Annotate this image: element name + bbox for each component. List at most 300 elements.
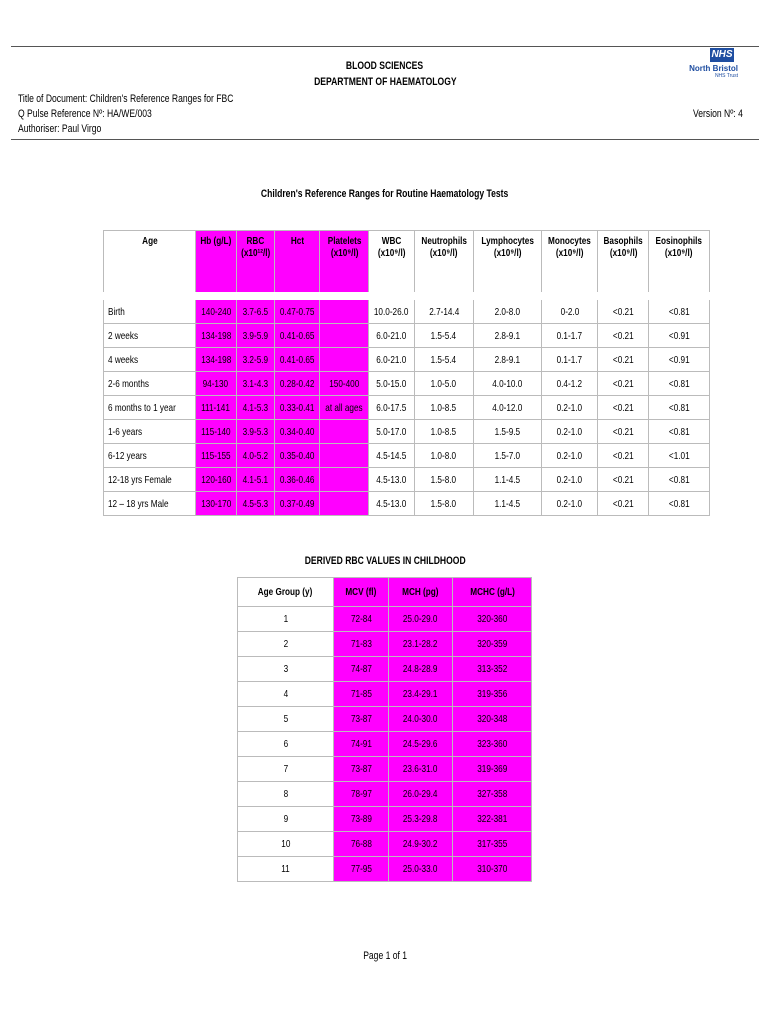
cell-text: 1.5-9.5 — [494, 425, 521, 438]
cell-text: 319-356 — [477, 688, 508, 700]
cell-text: 1-6 years — [108, 425, 143, 438]
cell-text: 25.3-29.8 — [403, 813, 438, 825]
value-cell — [473, 420, 541, 444]
value-cell — [274, 348, 319, 372]
value-cell — [333, 757, 388, 782]
cell-text: 0.2-1.0 — [556, 473, 583, 486]
cell-text: 150-400 — [329, 377, 360, 390]
cell-text: 1.5-8.0 — [431, 497, 457, 510]
value-cell — [195, 468, 236, 492]
value-cell — [453, 857, 532, 882]
cell-text: 111-141 — [201, 401, 231, 414]
cell-text: <0.81 — [668, 425, 690, 438]
cell-text: <1.01 — [668, 449, 690, 462]
table-row — [238, 832, 532, 857]
value-cell — [236, 468, 274, 492]
cell-text: 0.2-1.0 — [556, 401, 583, 414]
page-number: Page 1 of 1 — [363, 950, 407, 962]
value-cell — [333, 857, 388, 882]
version-number: Version Nº: 4 — [693, 108, 743, 120]
cell-text: 320-360 — [477, 613, 508, 625]
value-cell — [598, 468, 649, 492]
cell-text: 2 — [283, 638, 288, 650]
value-cell — [388, 857, 452, 882]
value-cell — [598, 324, 649, 348]
value-cell — [369, 348, 414, 372]
value-cell — [333, 807, 388, 832]
value-cell — [195, 396, 236, 420]
value-cell — [369, 296, 414, 324]
value-cell — [333, 782, 388, 807]
cell-text: 319-369 — [477, 763, 508, 775]
table1-header-label: Lymphocytes — [481, 235, 534, 247]
value-cell — [333, 707, 388, 732]
value-cell — [414, 468, 473, 492]
value-cell — [333, 607, 388, 632]
table2-body — [238, 607, 532, 882]
cell-text: 3.7-6.5 — [242, 305, 269, 318]
authoriser: Authoriser: Paul Virgo — [18, 123, 102, 135]
cell-text: 4.5-14.5 — [376, 449, 407, 462]
cell-text: 4.1-5.1 — [242, 473, 269, 486]
age-group-cell — [238, 632, 334, 657]
cell-text: 10 — [280, 838, 291, 850]
value-cell — [195, 348, 236, 372]
cell-text: 25.0-29.0 — [403, 613, 438, 625]
cell-text: 2-6 months — [108, 377, 149, 390]
value-cell — [320, 396, 369, 420]
value-cell — [320, 296, 369, 324]
table2-header-label: MCHC (g/L) — [469, 586, 515, 598]
value-cell — [453, 707, 532, 732]
cell-text: 72-84 — [350, 613, 372, 625]
cell-text: 8 — [283, 788, 288, 800]
value-cell — [598, 396, 649, 420]
table-row — [238, 657, 532, 682]
value-cell — [333, 682, 388, 707]
cell-text: 134-198 — [200, 353, 231, 366]
age-group-cell — [238, 832, 334, 857]
value-cell — [274, 372, 319, 396]
cell-text: <0.21 — [612, 305, 634, 318]
value-cell — [388, 807, 452, 832]
value-cell — [388, 732, 452, 757]
cell-text: 0.2-1.0 — [556, 425, 583, 438]
cell-text: 0.4-1.2 — [556, 377, 583, 390]
cell-text: 6.0-21.0 — [376, 329, 407, 342]
value-cell — [195, 372, 236, 396]
cell-text: <0.21 — [612, 377, 634, 390]
value-cell — [598, 492, 649, 516]
value-cell — [388, 682, 452, 707]
cell-text: 7 — [283, 763, 288, 775]
cell-text: at all ages — [325, 401, 363, 414]
cell-text: 74-91 — [350, 738, 372, 750]
value-cell — [320, 468, 369, 492]
value-cell — [388, 607, 452, 632]
cell-text: 4.0-10.0 — [492, 377, 523, 390]
cell-text: 71-83 — [350, 638, 372, 650]
org-line-1: BLOOD SCIENCES — [346, 60, 424, 72]
cell-text: Birth — [108, 305, 125, 318]
value-cell — [369, 324, 414, 348]
age-cell — [104, 372, 196, 396]
cell-text: 4.5-13.0 — [376, 497, 407, 510]
cell-text: 313-352 — [477, 663, 508, 675]
cell-text: 12-18 yrs Female — [108, 473, 172, 486]
cell-text: 323-360 — [477, 738, 508, 750]
value-cell — [414, 324, 473, 348]
table1-header-label: WBC — [381, 235, 402, 247]
value-cell — [195, 492, 236, 516]
table-row — [238, 732, 532, 757]
cell-text: 0.1-1.7 — [556, 329, 583, 342]
cell-text: 3 — [283, 663, 288, 675]
table1-header-label: Monocytes — [548, 235, 592, 247]
age-cell — [104, 492, 196, 516]
value-cell — [369, 492, 414, 516]
cell-text: 322-381 — [477, 813, 508, 825]
table2-header-cell — [333, 578, 388, 607]
cell-text: 76-88 — [350, 838, 372, 850]
cell-text: 3.2-5.9 — [242, 353, 269, 366]
table1-header-cell — [473, 231, 541, 297]
value-cell — [649, 492, 710, 516]
cell-text: <0.21 — [612, 473, 634, 486]
cell-text: 1 — [283, 613, 288, 625]
cell-text: 0.1-1.7 — [556, 353, 583, 366]
table2-header-cell — [238, 578, 334, 607]
value-cell — [388, 707, 452, 732]
table-row — [238, 632, 532, 657]
cell-text: 4 weeks — [108, 353, 139, 366]
value-cell — [236, 396, 274, 420]
value-cell — [333, 732, 388, 757]
value-cell — [236, 296, 274, 324]
cell-text: 24.8-28.9 — [403, 663, 438, 675]
cell-text: 78-97 — [350, 788, 372, 800]
value-cell — [320, 492, 369, 516]
value-cell — [195, 444, 236, 468]
cell-text: 4.0-12.0 — [492, 401, 523, 414]
age-group-cell — [238, 657, 334, 682]
table2-header-row — [238, 578, 532, 607]
table1-header-unit: (x10⁹/l) — [609, 247, 637, 259]
value-cell — [195, 296, 236, 324]
age-group-cell — [238, 807, 334, 832]
value-cell — [414, 348, 473, 372]
cell-text: 0.2-1.0 — [556, 449, 583, 462]
table-row — [104, 492, 710, 516]
cell-text: <0.21 — [612, 497, 634, 510]
age-cell — [104, 348, 196, 372]
cell-text: 3.9-5.3 — [242, 425, 269, 438]
value-cell — [453, 657, 532, 682]
value-cell — [414, 296, 473, 324]
cell-text: 0.28-0.42 — [279, 377, 315, 390]
value-cell — [274, 324, 319, 348]
cell-text: 77-95 — [350, 863, 372, 875]
value-cell — [453, 732, 532, 757]
cell-text: 25.0-33.0 — [403, 863, 438, 875]
cell-text: 74-87 — [350, 663, 372, 675]
table1-header-cell — [320, 231, 369, 297]
value-cell — [542, 492, 598, 516]
value-cell — [414, 372, 473, 396]
cell-text: 0.33-0.41 — [279, 401, 315, 414]
table1-caption: Children's Reference Ranges for Routine Haematology Tests — [261, 188, 509, 200]
cell-text: <0.81 — [668, 473, 690, 486]
cell-text: 0.2-1.0 — [556, 497, 583, 510]
value-cell — [542, 396, 598, 420]
cell-text: 5 — [283, 713, 288, 725]
cell-text: 140-240 — [200, 305, 231, 318]
table1-header-unit: (x10⁹/l) — [377, 247, 406, 259]
value-cell — [649, 372, 710, 396]
value-cell — [236, 492, 274, 516]
value-cell — [453, 757, 532, 782]
table-row — [104, 296, 710, 324]
cell-text: 2.8-9.1 — [494, 329, 521, 342]
value-cell — [473, 444, 541, 468]
value-cell — [473, 372, 541, 396]
table2-header-label: MCV (fl) — [345, 586, 377, 598]
value-cell — [473, 348, 541, 372]
age-group-cell — [238, 607, 334, 632]
value-cell — [598, 348, 649, 372]
cell-text: 9 — [283, 813, 288, 825]
table1-header-unit: (x10¹²/l) — [240, 247, 270, 259]
table1-header-cell — [274, 231, 319, 297]
value-cell — [542, 444, 598, 468]
cell-text: 1.0-8.5 — [431, 425, 457, 438]
cell-text: <0.21 — [612, 449, 634, 462]
cell-text: <0.21 — [612, 401, 634, 414]
value-cell — [542, 372, 598, 396]
cell-text: 130-170 — [200, 497, 231, 510]
table1-header-unit: (x10⁹/l) — [665, 247, 693, 259]
table1-header-label: Basophils — [603, 235, 643, 247]
cell-text: 0.37-0.49 — [279, 497, 315, 510]
value-cell — [274, 420, 319, 444]
age-cell — [104, 444, 196, 468]
table-row — [238, 782, 532, 807]
table-row — [104, 324, 710, 348]
cell-text: <0.91 — [668, 353, 690, 366]
cell-text: 71-85 — [350, 688, 372, 700]
cell-text: 4.0-5.2 — [242, 449, 269, 462]
table-row — [104, 444, 710, 468]
cell-text: 115-155 — [201, 449, 231, 462]
value-cell — [414, 396, 473, 420]
cell-text: 3.9-5.9 — [242, 329, 269, 342]
table1-header-cell — [104, 231, 196, 297]
value-cell — [369, 420, 414, 444]
age-cell — [104, 296, 196, 324]
qpulse-reference: Q Pulse Reference Nº: HA/WE/003 — [18, 108, 152, 120]
value-cell — [649, 396, 710, 420]
cell-text: 1.5-8.0 — [431, 473, 457, 486]
table1-header-label: Hb (g/L) — [200, 235, 232, 247]
value-cell — [274, 468, 319, 492]
value-cell — [388, 782, 452, 807]
value-cell — [236, 372, 274, 396]
cell-text: 4.5-13.0 — [376, 473, 407, 486]
cell-text: 1.0-8.0 — [431, 449, 457, 462]
cell-text: 0.35-0.40 — [279, 449, 315, 462]
value-cell — [236, 324, 274, 348]
table-row — [238, 757, 532, 782]
value-cell — [320, 420, 369, 444]
value-cell — [542, 468, 598, 492]
table1-header-label: Age — [141, 235, 158, 247]
cell-text: 3.1-4.3 — [242, 377, 269, 390]
org-line-2: DEPARTMENT OF HAEMATOLOGY — [313, 76, 457, 88]
cell-text: 24.9-30.2 — [403, 838, 438, 850]
cell-text: <0.81 — [668, 497, 690, 510]
table1-header-label: Platelets — [327, 235, 362, 247]
value-cell — [369, 468, 414, 492]
table1-header-unit: (x10⁹/l) — [555, 247, 584, 259]
table1-header-cell — [236, 231, 274, 297]
age-cell — [104, 420, 196, 444]
cell-text: 327-358 — [477, 788, 508, 800]
value-cell — [598, 296, 649, 324]
nhs-logo-trust: NHS Trust — [714, 73, 738, 79]
nhs-logo-box: NHS — [711, 49, 733, 60]
cell-text: 6.0-17.5 — [376, 401, 407, 414]
value-cell — [473, 492, 541, 516]
cell-text: 6 — [283, 738, 288, 750]
derived-rbc-table — [237, 577, 532, 882]
document-title: Title of Document: Children's Reference Ranges for FBC — [18, 93, 234, 105]
value-cell — [649, 348, 710, 372]
value-cell — [388, 757, 452, 782]
table1-header-cell — [649, 231, 710, 297]
table1-header-label: Hct — [290, 235, 304, 247]
cell-text: 2.7-14.4 — [428, 305, 459, 318]
cell-text: 1.5-5.4 — [431, 353, 457, 366]
table1-header-unit: (x10⁹/l) — [330, 247, 359, 259]
cell-text: 1.0-5.0 — [431, 377, 457, 390]
value-cell — [598, 372, 649, 396]
table1-header-cell — [369, 231, 414, 297]
cell-text: 6 months to 1 year — [108, 401, 176, 414]
cell-text: 120-160 — [200, 473, 231, 486]
value-cell — [598, 420, 649, 444]
cell-text: 1.1-4.5 — [494, 473, 521, 486]
cell-text: 320-348 — [477, 713, 508, 725]
cell-text: <0.91 — [668, 329, 690, 342]
table-row — [104, 468, 710, 492]
value-cell — [453, 682, 532, 707]
cell-text: 4.1-5.3 — [242, 401, 269, 414]
value-cell — [320, 324, 369, 348]
cell-text: 23.4-29.1 — [403, 688, 438, 700]
table1-header-unit: (x10⁹/l) — [493, 247, 522, 259]
cell-text: 26.0-29.4 — [403, 788, 438, 800]
value-cell — [236, 444, 274, 468]
value-cell — [195, 324, 236, 348]
cell-text: 12 – 18 yrs Male — [108, 497, 169, 510]
cell-text: 1.1-4.5 — [494, 497, 521, 510]
cell-text: <0.21 — [612, 353, 634, 366]
value-cell — [414, 492, 473, 516]
table-row — [104, 348, 710, 372]
table-row — [238, 607, 532, 632]
cell-text: 1.0-8.5 — [431, 401, 457, 414]
value-cell — [320, 372, 369, 396]
table2-header-label: Age Group (y) — [258, 586, 313, 598]
value-cell — [649, 296, 710, 324]
cell-text: 2.8-9.1 — [494, 353, 521, 366]
value-cell — [453, 607, 532, 632]
value-cell — [369, 372, 414, 396]
value-cell — [274, 396, 319, 420]
cell-text: 6-12 years — [108, 449, 147, 462]
value-cell — [473, 296, 541, 324]
table2-header-cell — [453, 578, 532, 607]
table2-header-cell — [388, 578, 452, 607]
cell-text: 0.41-0.65 — [279, 329, 315, 342]
cell-text: 0.34-0.40 — [279, 425, 315, 438]
value-cell — [369, 444, 414, 468]
value-cell — [649, 420, 710, 444]
table1-header-unit: (x10⁹/l) — [429, 247, 458, 259]
value-cell — [333, 657, 388, 682]
cell-text: 115-140 — [201, 425, 231, 438]
value-cell — [542, 348, 598, 372]
cell-text: 11 — [281, 863, 290, 875]
value-cell — [473, 468, 541, 492]
cell-text: <0.81 — [668, 305, 690, 318]
value-cell — [473, 324, 541, 348]
cell-text: 73-87 — [350, 713, 372, 725]
value-cell — [333, 632, 388, 657]
value-cell — [598, 444, 649, 468]
value-cell — [473, 396, 541, 420]
cell-text: <0.81 — [668, 401, 690, 414]
value-cell — [453, 632, 532, 657]
value-cell — [649, 324, 710, 348]
cell-text: 4 — [283, 688, 288, 700]
table1-header-label: Eosinophils — [655, 235, 703, 247]
value-cell — [236, 348, 274, 372]
table-row — [238, 807, 532, 832]
cell-text: 4.5-5.3 — [242, 497, 269, 510]
value-cell — [195, 420, 236, 444]
cell-text: <0.21 — [612, 329, 634, 342]
cell-text: 134-198 — [200, 329, 231, 342]
value-cell — [542, 420, 598, 444]
age-group-cell — [238, 757, 334, 782]
table-row — [104, 372, 710, 396]
cell-text: 94-130 — [203, 377, 229, 390]
cell-text: 0.36-0.46 — [279, 473, 315, 486]
value-cell — [236, 420, 274, 444]
age-group-cell — [238, 782, 334, 807]
table1-header-label: RBC — [246, 235, 265, 247]
value-cell — [453, 807, 532, 832]
table1-header-row — [104, 231, 710, 297]
table1-header-cell — [598, 231, 649, 297]
value-cell — [388, 657, 452, 682]
table1-body — [104, 296, 710, 516]
cell-text: 23.6-31.0 — [403, 763, 438, 775]
age-cell — [104, 396, 196, 420]
value-cell — [453, 832, 532, 857]
table1-header-label: Neutrophils — [421, 235, 467, 247]
